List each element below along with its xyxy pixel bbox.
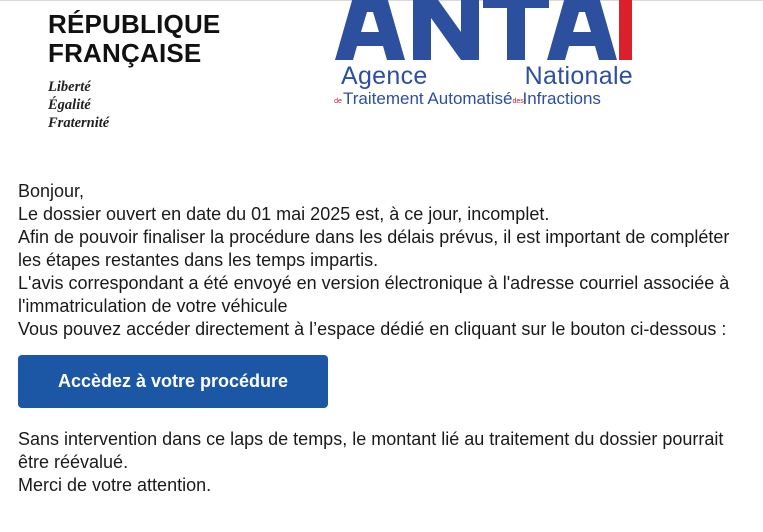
paragraph-dossier-status: Le dossier ouvert en date du 01 mai 2025 est, à ce jour, incomplet.	[18, 204, 550, 224]
paragraph-finaliser: Afin de pouvoir finaliser la procédure dans les délais prévus, il est important de compléter les étapes restantes dans les temps impartis.	[18, 227, 730, 270]
antai-word-traitement: Traitement	[343, 89, 424, 108]
antai-tiny-de: de	[334, 98, 342, 105]
message-content	[18, 180, 748, 497]
rf-name-line-1: RÉPUBLIQUE	[48, 9, 221, 39]
paragraph-avis: L'avis correspondant a été envoyé en version électronique à l'adresse courriel associée à l'immatriculation de votre véhicule	[18, 273, 730, 316]
antai-word-nationale: Nationale	[524, 62, 633, 90]
antai-tiny-des: des	[512, 98, 524, 105]
closing: Merci de votre attention.	[18, 475, 212, 495]
antai-word-agence: Agence	[341, 62, 428, 90]
motto-egalite: Égalité	[48, 97, 91, 113]
rf-motto	[48, 78, 220, 132]
motto-fraternite: Fraternité	[48, 115, 110, 131]
antai-agence-line	[341, 62, 633, 90]
antai-acronym-mark	[333, 0, 633, 62]
paragraph-reevaluation: Sans intervention dans ce laps de temps, le montant lié au traitement du dossier pourrait être réévalué.	[18, 429, 724, 472]
antai-logo	[333, 0, 633, 110]
motto-liberte: Liberté	[48, 79, 91, 95]
republique-francaise-logo	[48, 10, 220, 132]
paragraph-acces: Vous pouvez accéder directement à l’espace dédié en cliquant sur le bouton ci-dessous :	[18, 319, 727, 339]
access-procedure-button[interactable]: Accèdez à votre procédure	[18, 355, 328, 408]
rf-name-line-2: FRANÇAISE	[48, 38, 202, 68]
antai-word-automatise: Automatisé	[427, 89, 513, 108]
greeting: Bonjour,	[18, 181, 85, 201]
antai-word-infractions: Infractions	[522, 89, 601, 108]
antai-subtitle	[333, 89, 633, 109]
